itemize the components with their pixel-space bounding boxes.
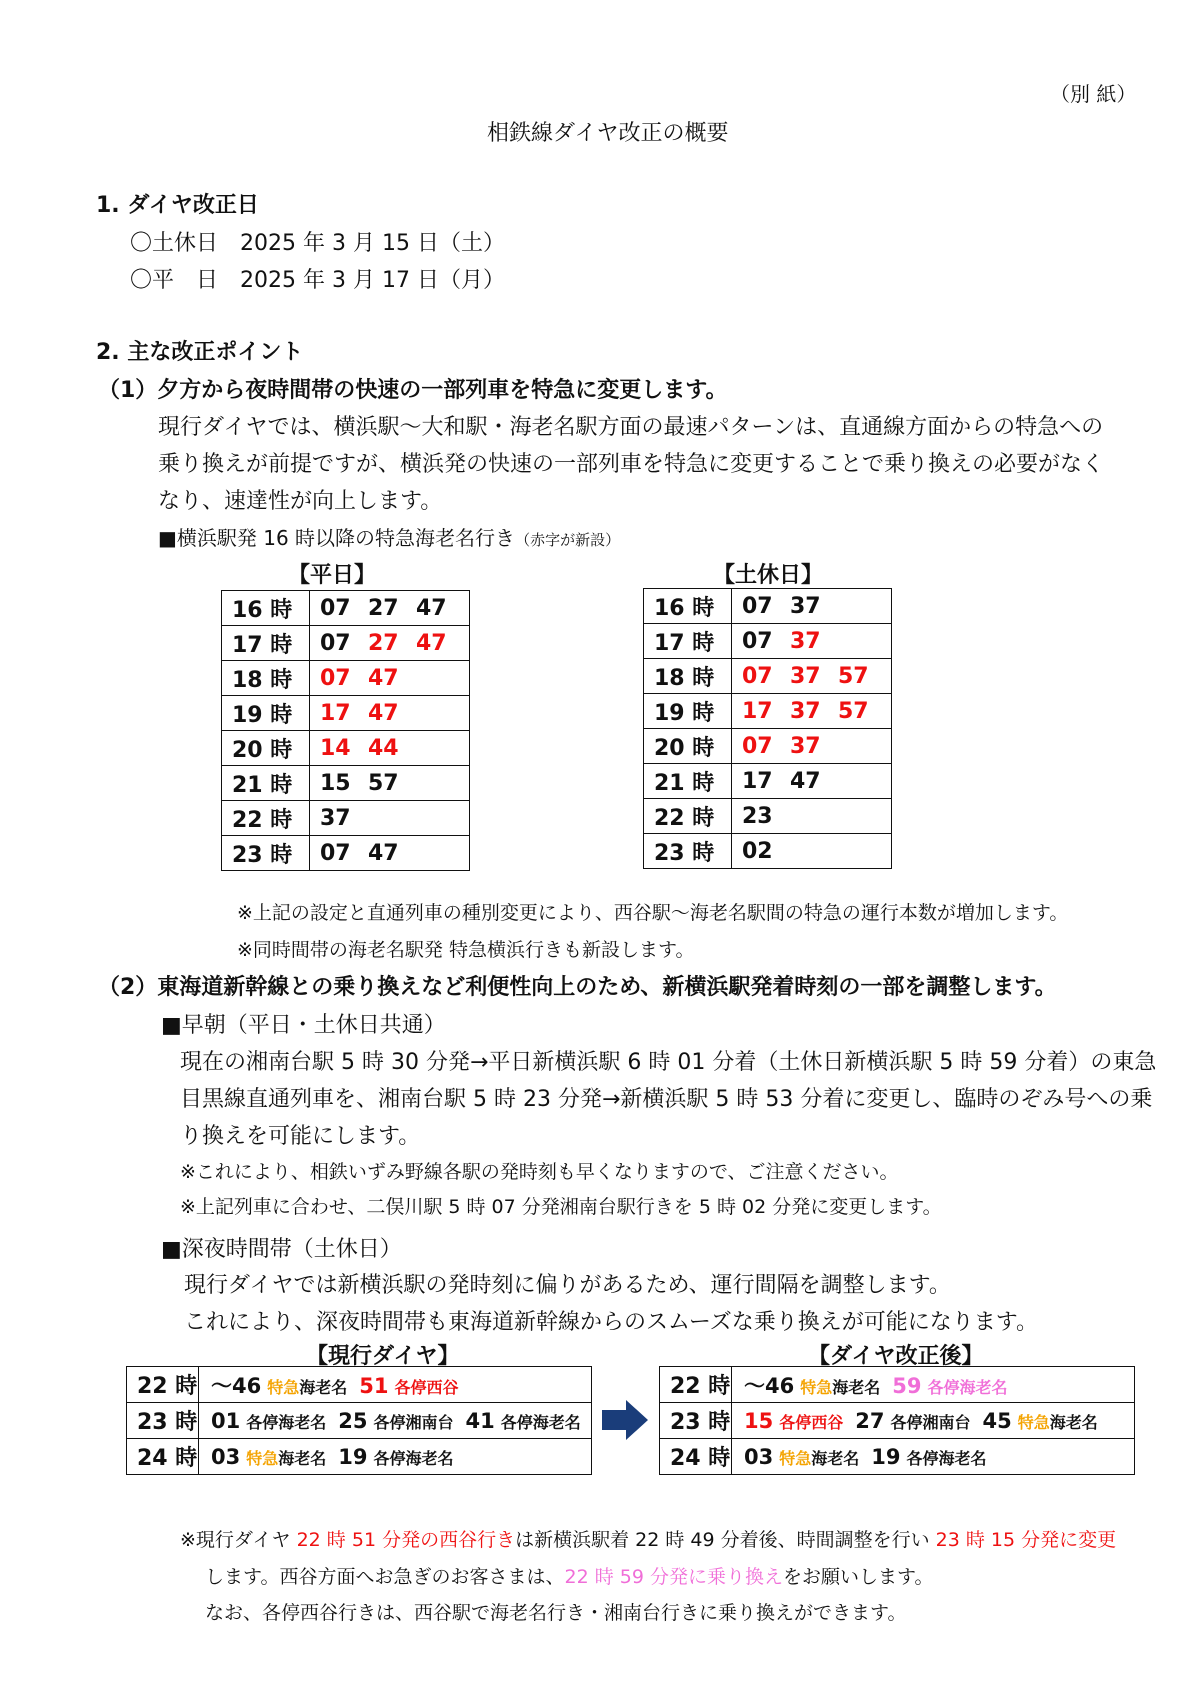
train-type: 各停湘南台 [890, 1412, 971, 1432]
minutes-cell [310, 766, 470, 801]
departure-minute: 07 [742, 733, 773, 759]
departure-minute: 57 [838, 698, 869, 724]
hour-cell: 24 時 [660, 1439, 732, 1475]
table-row [644, 729, 892, 764]
departure-minute: 17 [742, 768, 773, 794]
hour-cell: 19 時 [222, 696, 310, 731]
hour-cell: 17 時 [644, 624, 732, 659]
late-note-text: します。西谷方面へお急ぎのお客さまは、 [205, 1566, 565, 1588]
table-row [660, 1367, 1135, 1403]
current-timetable-label: 【現行ダイヤ】 [306, 1344, 460, 1369]
departure-minute: 25 [338, 1408, 368, 1433]
train-type: 各停西谷 [779, 1412, 844, 1432]
hour-cell: 23 時 [644, 834, 732, 869]
point1-body-line2: 乗り換えが前提ですが、横浜発の快速の一部列車を特急に変更することで乗り換えの必要がなく [158, 452, 1105, 477]
table-row [644, 589, 892, 624]
departure-minute: 15 [744, 1408, 774, 1433]
holiday-table-label: 【土休日】 [713, 563, 824, 588]
train-type: 各停湘南台 [373, 1412, 454, 1432]
late-note-highlight: 23 時 15 分発に変更 [935, 1529, 1117, 1551]
hour-cell: 22 時 [660, 1367, 732, 1403]
table-row [660, 1439, 1135, 1475]
early-body-line3: り換えを可能にします。 [180, 1124, 421, 1149]
departure-minute: 37 [790, 733, 821, 759]
table-caption-text: ■横浜駅発 16 時以降の特急海老名行き [158, 526, 516, 550]
train-type: 特急 [800, 1377, 833, 1397]
train-type: 特急 [267, 1377, 300, 1397]
hour-cell: 18 時 [644, 659, 732, 694]
departure-minute: 27 [855, 1408, 885, 1433]
table-row [222, 766, 470, 801]
minutes-cell [310, 696, 470, 731]
departure-minute: 27 [368, 630, 399, 656]
minutes-cell [732, 764, 892, 799]
table-row [644, 834, 892, 869]
late-body-line2: これにより、深夜時間帯も東海道新幹線からのスムーズな乗り換えが可能になります。 [184, 1310, 1039, 1335]
departure-minute: 19 [338, 1444, 368, 1469]
section1-heading: 1. ダイヤ改正日 [96, 193, 259, 218]
late-note-line3: なお、各停西谷行きは、西谷駅で海老名行き・湘南台行きに乗り換えができます。 [205, 1602, 907, 1624]
table-row [222, 661, 470, 696]
departure-minute: 03 [211, 1444, 241, 1469]
hour-cell: 17 時 [222, 626, 310, 661]
hour-cell: 21 時 [644, 764, 732, 799]
weekday-timetable [221, 590, 470, 871]
hour-cell: 19 時 [644, 694, 732, 729]
hour-cell: 24 時 [127, 1439, 199, 1475]
departure-minute: 07 [742, 593, 773, 619]
departure-minute: 15 [320, 770, 351, 796]
minutes-cell [732, 589, 892, 624]
table-row [127, 1367, 592, 1403]
late-note-text: ※現行ダイヤ [180, 1529, 297, 1551]
hour-cell: 23 時 [660, 1403, 732, 1439]
departure-minute: 47 [368, 840, 399, 866]
departure-minute: ～46 [211, 1373, 262, 1398]
late-note-text: をお願いします。 [782, 1566, 934, 1588]
late-note-text: は新横浜駅着 22 時 49 分着後、時間調整を行い [515, 1529, 936, 1551]
departure-minute: 47 [368, 700, 399, 726]
revision-date-weekday: 〇平 日 2025 年 3 月 17 日（月） [130, 268, 505, 293]
departure-minute: 07 [320, 665, 351, 691]
hour-cell: 22 時 [644, 799, 732, 834]
train-type: 各停海老名 [927, 1377, 1008, 1397]
table-row [660, 1403, 1135, 1439]
minutes-cell [732, 624, 892, 659]
hour-cell: 16 時 [222, 591, 310, 626]
point1-heading: （1）夕方から夜時間帯の快速の一部列車を特急に変更します。 [98, 378, 728, 403]
point1-note1: ※上記の設定と直通列車の種別変更により、西谷駅～海老名駅間の特急の運行本数が増加します。 [237, 902, 1069, 924]
late-note-highlight: 22 時 59 分発に乗り換え [564, 1566, 783, 1588]
table-caption-note: （赤字が新設） [515, 531, 621, 549]
departure-minute: 07 [320, 840, 351, 866]
late-note-highlight: 22 時 51 分発の西谷行き [296, 1529, 516, 1551]
departure-minute: 45 [982, 1408, 1012, 1433]
departure-minute: 37 [790, 698, 821, 724]
table-row [644, 694, 892, 729]
train-type: 各停海老名 [906, 1448, 987, 1468]
departure-minute: ～46 [744, 1373, 795, 1398]
hour-cell: 23 時 [127, 1403, 199, 1439]
departure-minute: 07 [320, 630, 351, 656]
table-row [222, 731, 470, 766]
weekday-table-label: 【平日】 [288, 563, 377, 588]
current-late-timetable [126, 1366, 592, 1475]
departure-minute: 14 [320, 735, 351, 761]
departure-minute: 17 [742, 698, 773, 724]
minutes-cell [732, 834, 892, 869]
train-type: 特急 [779, 1448, 812, 1468]
revised-timetable-label: 【ダイヤ改正後】 [808, 1344, 984, 1369]
departure-minute: 47 [790, 768, 821, 794]
minutes-cell [310, 626, 470, 661]
train-destination: 海老名 [299, 1377, 348, 1397]
minutes-cell [732, 694, 892, 729]
late-body-line1: 現行ダイヤでは新横浜駅の発時刻に偏りがあるため、運行間隔を調整します。 [184, 1273, 951, 1298]
departures-cell [199, 1403, 592, 1439]
departure-minute: 07 [320, 595, 351, 621]
departures-cell [732, 1367, 1135, 1403]
early-note2: ※上記列車に合わせ、二俣川駅 5 時 07 分発湘南台駅行きを 5 時 02 分発に変更します。 [180, 1196, 942, 1218]
departure-minute: 27 [368, 595, 399, 621]
table-row [222, 591, 470, 626]
departures-cell [732, 1403, 1135, 1439]
departure-minute: 41 [465, 1408, 495, 1433]
train-destination: 海老名 [811, 1448, 860, 1468]
point2-heading: （2）東海道新幹線との乗り換えなど利便性向上のため、新横浜駅発着時刻の一部を調整します。 [98, 975, 1057, 1000]
page-title: 相鉄線ダイヤ改正の概要 [487, 121, 729, 146]
late-note-line2 [205, 1562, 933, 1589]
point1-body-line1: 現行ダイヤでは、横浜駅～大和駅・海老名駅方面の最速パターンは、直通線方面からの特急への [158, 415, 1104, 440]
train-type: 各停海老名 [373, 1448, 454, 1468]
departure-minute: 17 [320, 700, 351, 726]
departure-minute: 23 [742, 803, 773, 829]
table-caption [158, 522, 620, 551]
early-body-line2: 目黒線直通列車を、湘南台駅 5 時 23 分発→新横浜駅 5 時 53 分着に変更し、臨時のぞみ号への乗 [180, 1087, 1153, 1112]
departure-minute: 19 [871, 1444, 901, 1469]
minutes-cell [310, 836, 470, 871]
minutes-cell [732, 659, 892, 694]
departure-minute: 47 [368, 665, 399, 691]
early-note1: ※これにより、相鉄いずみ野線各駅の発時刻も早くなりますので、ご注意ください。 [180, 1161, 899, 1183]
minutes-cell [310, 731, 470, 766]
departures-cell [199, 1367, 592, 1403]
departure-minute: 37 [320, 805, 351, 831]
departure-minute: 37 [790, 628, 821, 654]
departure-minute: 57 [838, 663, 869, 689]
table-row [222, 801, 470, 836]
hour-cell: 22 時 [127, 1367, 199, 1403]
train-type: 各停西谷 [394, 1377, 459, 1397]
table-row [222, 836, 470, 871]
departure-minute: 59 [892, 1373, 922, 1398]
hour-cell: 23 時 [222, 836, 310, 871]
annex-label: （別 紙） [1050, 82, 1137, 106]
early-body-line1: 現在の湘南台駅 5 時 30 分発→平日新横浜駅 6 時 01 分着（土休日新横浜駅 5 時 59 分着）の東急 [180, 1050, 1157, 1075]
departure-minute: 37 [790, 593, 821, 619]
departure-minute: 47 [416, 630, 447, 656]
departures-cell [732, 1439, 1135, 1475]
train-destination: 海老名 [1049, 1412, 1098, 1432]
departures-cell [199, 1439, 592, 1475]
hour-cell: 18 時 [222, 661, 310, 696]
departure-minute: 37 [790, 663, 821, 689]
table-row [644, 624, 892, 659]
point1-note2: ※同時間帯の海老名駅発 特急横浜行きも新設します。 [237, 939, 695, 961]
minutes-cell [310, 591, 470, 626]
section2-heading: 2. 主な改正ポイント [96, 340, 304, 365]
minutes-cell [732, 799, 892, 834]
departure-minute: 51 [359, 1373, 389, 1398]
table-row [644, 799, 892, 834]
hour-cell: 20 時 [644, 729, 732, 764]
point1-body-line3: なり、速達性が向上します。 [158, 489, 443, 514]
table-row [644, 659, 892, 694]
late-heading: ■深夜時間帯（土休日） [161, 1237, 402, 1262]
departure-minute: 57 [368, 770, 399, 796]
departure-minute: 07 [742, 628, 773, 654]
hour-cell: 21 時 [222, 766, 310, 801]
train-type: 特急 [246, 1448, 279, 1468]
holiday-timetable [643, 588, 892, 869]
minutes-cell [732, 729, 892, 764]
table-row [222, 696, 470, 731]
departure-minute: 03 [744, 1444, 774, 1469]
table-row [222, 626, 470, 661]
hour-cell: 16 時 [644, 589, 732, 624]
departure-minute: 44 [368, 735, 399, 761]
hour-cell: 22 時 [222, 801, 310, 836]
train-destination: 海老名 [832, 1377, 881, 1397]
table-row [127, 1439, 592, 1475]
minutes-cell [310, 661, 470, 696]
train-type: 特急 [1017, 1412, 1050, 1432]
table-row [644, 764, 892, 799]
hour-cell: 20 時 [222, 731, 310, 766]
right-arrow-icon [600, 1398, 650, 1446]
train-destination: 海老名 [278, 1448, 327, 1468]
departure-minute: 02 [742, 838, 773, 864]
minutes-cell [310, 801, 470, 836]
revision-date-holiday: 〇土休日 2025 年 3 月 15 日（土） [130, 231, 505, 256]
table-row [127, 1403, 592, 1439]
revised-late-timetable [659, 1366, 1135, 1475]
departure-minute: 01 [211, 1408, 241, 1433]
late-note-line1 [180, 1525, 1116, 1552]
early-heading: ■早朝（平日・土休日共通） [161, 1013, 446, 1038]
train-type: 各停海老名 [246, 1412, 327, 1432]
train-type: 各停海老名 [500, 1412, 581, 1432]
departure-minute: 47 [416, 595, 447, 621]
departure-minute: 07 [742, 663, 773, 689]
